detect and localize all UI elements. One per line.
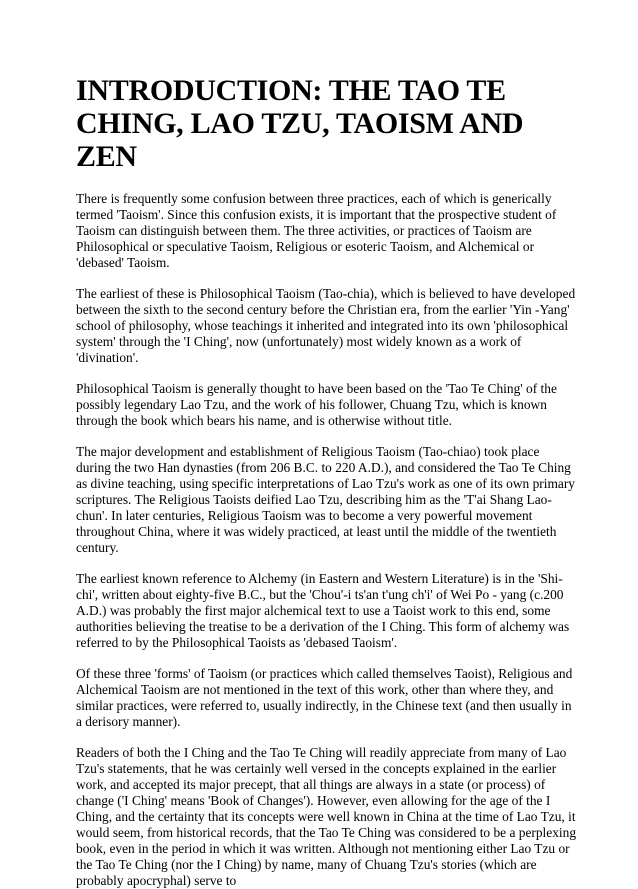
paragraph-lao-tzu-basis: Philosophical Taoism is generally thought to have been based on the 'Tao Te Ching' of the possibly legendary Lao Tzu, and the work of his follower, Chuang Tzu, which is known through the book which bears his name, and is otherwise without title. (76, 381, 557, 428)
paragraph-philosophical-origins: The earliest of these is Philosophical Taoism (Tao-chia), which is believed to have developed between the sixth to the second century before the Christian era, from the earlier 'Yin -Yang' school of philosophy, whose teachings it inherited and integrated into its own 'philosophical system' through the 'I Ching', now (unfortunately) most widely known as a work of 'divination'. (76, 286, 576, 365)
paragraph-three-forms: Of these three 'forms' of Taoism (or practices which called themselves Taoist), Religious and Alchemical Taoism are not mentioned in the text of this work, other than where they, and similar practices, were referred to, usually indirectly, in the Chinese text (and then usually in a derisory manner). (76, 666, 573, 729)
paragraph-i-ching-readers: Readers of both the I Ching and the Tao Te Ching will readily appreciate from many of Lao Tzu's statements, that he was certainly well versed in the concepts explained in the earlier work, and accepted its major precept, that all things are always in a state (or process) of change ('I Ching' means 'Book of Changes'). However, even allowing for the age of the I Ching, and the certainty that its concepts were well known in China at the time of Lao Tzu, it would seem, from historical records, that the Tao Te Ching was considered to be a perplexing book, even in the period in which it was written. Although not mentioning either Lao Tzu or the Tao Te Ching (nor the I Ching) by name, many of Chuang Tzu's stories (which are probably apocryphal) serve to (76, 745, 577, 888)
page-title: INTRODUCTION: THE TAO TE CHING, LAO TZU, TAOISM AND ZEN (76, 74, 524, 173)
paragraph-three-practices: There is frequently some confusion between three practices, each of which is generically termed 'Taoism'. Since this confusion exists, it is important that the prospective student of Taoism can distinguish between them. The three activities, or practices of Taoism are Philosophical or speculative Taoism, Religious or esoteric Taoism, and Alchemical or 'debased' Taoism. (76, 191, 557, 270)
paragraph-alchemy: The earliest known reference to Alchemy (in Eastern and Western Literature) is in the 'Shi-chi', written about eighty-five B.C., but the 'Chou'-i ts'an t'ung ch'i' of Wei Po - yang (c.200 A.D.) was probably the first major alchemical text to use a Taoist work to this end, some authorities believing the treatise to be a derivation of the I Ching. This form of alchemy was referred to by the Philosophical Taoists as 'debased Taoism'. (76, 571, 570, 650)
paragraph-religious-taoism: The major development and establishment of Religious Taoism (Tao-chiao) took place during the two Han dynasties (from 206 B.C. to 220 A.D.), and considered the Tao Te Ching as divine teaching, using specific interpretations of Lao Tzu's work as one of its own primary scriptures. The Religious Taoists deified Lao Tzu, describing him as the 'T'ai Shang Lao-chun'. In later centuries, Religious Taoism was to become a very powerful movement throughout China, where it was widely practiced, at least until the middle of the twentieth century. (76, 444, 575, 555)
